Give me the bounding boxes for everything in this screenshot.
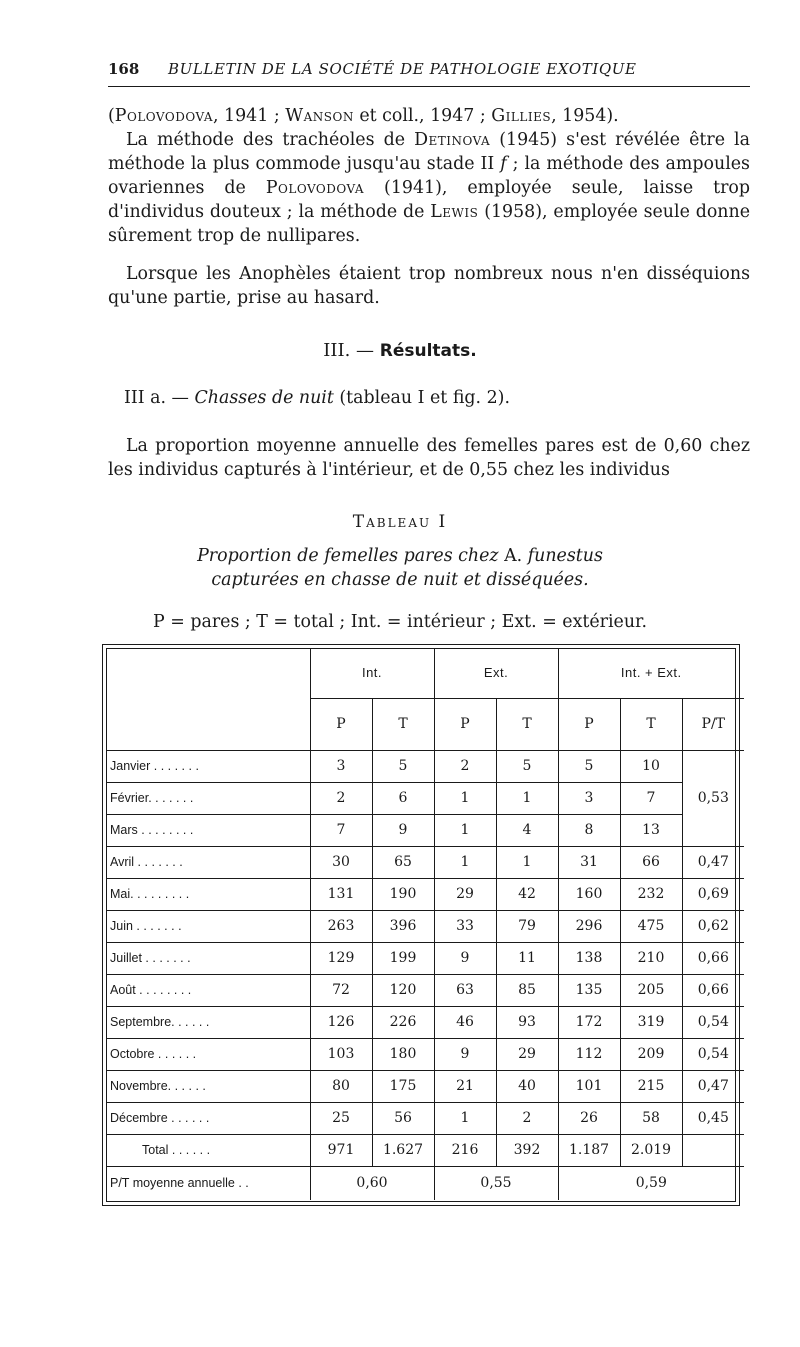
table-cell: 80 — [310, 1070, 372, 1102]
table-row — [106, 974, 744, 1006]
col-header: P — [310, 698, 372, 750]
group-ext: Ext. — [434, 648, 558, 698]
table-cell: 42 — [496, 878, 558, 910]
table-cell: 1.627 — [372, 1134, 434, 1166]
group-int: Int. — [310, 648, 434, 698]
table-cell: 25 — [310, 1102, 372, 1134]
row-label: Juillet . . . . . . . — [106, 942, 310, 974]
table-cell: 26 — [558, 1102, 620, 1134]
table-label: Tableau I — [352, 512, 448, 532]
table-cell: 66 — [620, 846, 682, 878]
table-cell: 263 — [310, 910, 372, 942]
paragraph-sampling: Lorsque les Anophèles étaient trop nombreux nous n'en disséquions qu'une partie, prise au hasard. — [108, 264, 750, 308]
col-header: T — [620, 698, 682, 750]
col-header: P — [558, 698, 620, 750]
mean-int: 0,60 — [310, 1166, 434, 1200]
col-header: T — [496, 698, 558, 750]
data-table — [106, 648, 744, 1200]
table-cell: 1 — [434, 1102, 496, 1134]
table-cell: 199 — [372, 942, 434, 974]
table-cell: 0,66 — [682, 974, 744, 1006]
row-label: Avril . . . . . . . — [106, 846, 310, 878]
table-cell: 58 — [620, 1102, 682, 1134]
page-number: 168 — [108, 60, 140, 78]
table-row — [106, 878, 744, 910]
table-cell: 1.187 — [558, 1134, 620, 1166]
row-label: P/T moyenne annuelle . . — [106, 1166, 310, 1200]
table-cell: 160 — [558, 878, 620, 910]
table-cell: 31 — [558, 846, 620, 878]
table-cell: 29 — [496, 1038, 558, 1070]
table-cell: 7 — [310, 814, 372, 846]
table-cell: 0,54 — [682, 1006, 744, 1038]
table-cell: 101 — [558, 1070, 620, 1102]
table-cell: 1 — [434, 846, 496, 878]
table-cell: 30 — [310, 846, 372, 878]
row-label: Octobre . . . . . . — [106, 1038, 310, 1070]
table-row — [106, 1102, 744, 1134]
table-cell: 3 — [558, 782, 620, 814]
table-cell: 1 — [434, 782, 496, 814]
table-row — [106, 942, 744, 974]
row-label: Mars . . . . . . . . — [106, 814, 310, 846]
table-cell: 190 — [372, 878, 434, 910]
table-cell: 296 — [558, 910, 620, 942]
table-cell — [682, 1134, 744, 1166]
table-cell: 180 — [372, 1038, 434, 1070]
table-cell: 21 — [434, 1070, 496, 1102]
annual-mean-row — [106, 1166, 744, 1200]
table-cell: 9 — [434, 1038, 496, 1070]
table-cell: 5 — [372, 750, 434, 782]
merged-pt-cell: 0,53 — [682, 750, 744, 846]
subsection-heading: III a. — Chasses de nuit (tableau I et fig. 2). — [124, 388, 510, 408]
table-cell: 46 — [434, 1006, 496, 1038]
mean-ext: 0,55 — [434, 1166, 558, 1200]
table-cell: 6 — [372, 782, 434, 814]
table-cell: 79 — [496, 910, 558, 942]
table-cell: 396 — [372, 910, 434, 942]
citation-line: (Polovodova, 1941 ; Wanson et coll., 1947 ; Gillies, 1954). — [108, 106, 619, 126]
row-label: Août . . . . . . . . — [106, 974, 310, 1006]
table-cell: 475 — [620, 910, 682, 942]
table-cell: 0,47 — [682, 846, 744, 878]
table-cell: 63 — [434, 974, 496, 1006]
paragraph-results: La proportion moyenne annuelle des femelles pares est de 0,60 chez les individus capturés à l'intérieur, et de 0,55 chez les individus — [108, 436, 750, 480]
table-cell: 319 — [620, 1006, 682, 1038]
row-label: Février. . . . . . . — [106, 782, 310, 814]
table-cell: 226 — [372, 1006, 434, 1038]
table-cell: 29 — [434, 878, 496, 910]
table-cell: 135 — [558, 974, 620, 1006]
header-rule — [108, 86, 750, 87]
table-cell: 138 — [558, 942, 620, 974]
table-legend: P = pares ; T = total ; Int. = intérieur ; Ext. = extérieur. — [153, 612, 647, 632]
table-cell: 112 — [558, 1038, 620, 1070]
table-cell: 13 — [620, 814, 682, 846]
table-cell: 1 — [434, 814, 496, 846]
table-cell: 72 — [310, 974, 372, 1006]
methods-text: La méthode des trachéoles de Detinova (1945) s'est révélée être la méthode la plus commode jusqu'au stade II f ; la méthode des ampoules ovariennes de Polovodova (1941), employée seule, laisse trop d'individus douteux ; la méthode de Lewis (1958), employée seule donne sûrement trop de nullipares. — [108, 130, 751, 246]
paragraph-methods — [108, 104, 750, 248]
table-row — [106, 750, 744, 782]
table-row — [106, 846, 744, 878]
table-row — [106, 1038, 744, 1070]
table-cell: 9 — [372, 814, 434, 846]
table-cell: 175 — [372, 1070, 434, 1102]
table-cell: 2.019 — [620, 1134, 682, 1166]
table-cell: 11 — [496, 942, 558, 974]
table-cell: 129 — [310, 942, 372, 974]
table-cell: 5 — [496, 750, 558, 782]
table-cell: 0,62 — [682, 910, 744, 942]
table-cell: 0,69 — [682, 878, 744, 910]
table-row — [106, 814, 744, 846]
row-label: Décembre . . . . . . — [106, 1102, 310, 1134]
table-cell: 210 — [620, 942, 682, 974]
table-cell: 4 — [496, 814, 558, 846]
table-cell: 0,45 — [682, 1102, 744, 1134]
table-cell: 1 — [496, 782, 558, 814]
table-cell: 5 — [558, 750, 620, 782]
table-cell: 215 — [620, 1070, 682, 1102]
table-cell: 40 — [496, 1070, 558, 1102]
table-row — [106, 910, 744, 942]
group-int-ext: Int. + Ext. — [558, 648, 744, 698]
mean-int-ext: 0,59 — [558, 1166, 744, 1200]
section-heading: III. — Résultats. — [323, 340, 477, 361]
table-cell: 56 — [372, 1102, 434, 1134]
table-cell: 0,54 — [682, 1038, 744, 1070]
col-header: P — [434, 698, 496, 750]
table-cell: 33 — [434, 910, 496, 942]
table-cell: 2 — [434, 750, 496, 782]
table-cell: 7 — [620, 782, 682, 814]
table-row — [106, 1070, 744, 1102]
table-cell: 126 — [310, 1006, 372, 1038]
col-header: T — [372, 698, 434, 750]
table-cell: 971 — [310, 1134, 372, 1166]
table-cell: 85 — [496, 974, 558, 1006]
table-cell: 9 — [434, 942, 496, 974]
table-cell: 131 — [310, 878, 372, 910]
running-head — [108, 58, 750, 82]
table-cell: 3 — [310, 750, 372, 782]
table-cell: 103 — [310, 1038, 372, 1070]
table-cell: 216 — [434, 1134, 496, 1166]
col-header: P/T — [682, 698, 744, 750]
table-cell: 93 — [496, 1006, 558, 1038]
table-cell: 2 — [496, 1102, 558, 1134]
row-label: Mai. . . . . . . . . — [106, 878, 310, 910]
table-cell: 0,47 — [682, 1070, 744, 1102]
table-cell: 232 — [620, 878, 682, 910]
table-cell: 209 — [620, 1038, 682, 1070]
row-label: Total . . . . . . — [106, 1134, 310, 1166]
table-cell: 10 — [620, 750, 682, 782]
table-cell: 0,66 — [682, 942, 744, 974]
row-label: Janvier . . . . . . . — [106, 750, 310, 782]
table-group-header — [106, 648, 744, 698]
table-cell: 65 — [372, 846, 434, 878]
table-cell: 205 — [620, 974, 682, 1006]
table-cell: 172 — [558, 1006, 620, 1038]
table-cell: 120 — [372, 974, 434, 1006]
row-label: Novembre. . . . . . — [106, 1070, 310, 1102]
journal-title: BULLETIN DE LA SOCIÉTÉ DE PATHOLOGIE EXOTIQUE — [168, 60, 637, 78]
table-cell: 392 — [496, 1134, 558, 1166]
table-cell: 1 — [496, 846, 558, 878]
table-cell: 2 — [310, 782, 372, 814]
table-cell: 8 — [558, 814, 620, 846]
row-label: Septembre. . . . . . — [106, 1006, 310, 1038]
total-row — [106, 1134, 744, 1166]
table-caption: Proportion de femelles pares chez A. funestus capturées en chasse de nuit et disséquées. — [197, 546, 603, 590]
table-row — [106, 1006, 744, 1038]
table-row — [106, 782, 744, 814]
row-label: Juin . . . . . . . — [106, 910, 310, 942]
